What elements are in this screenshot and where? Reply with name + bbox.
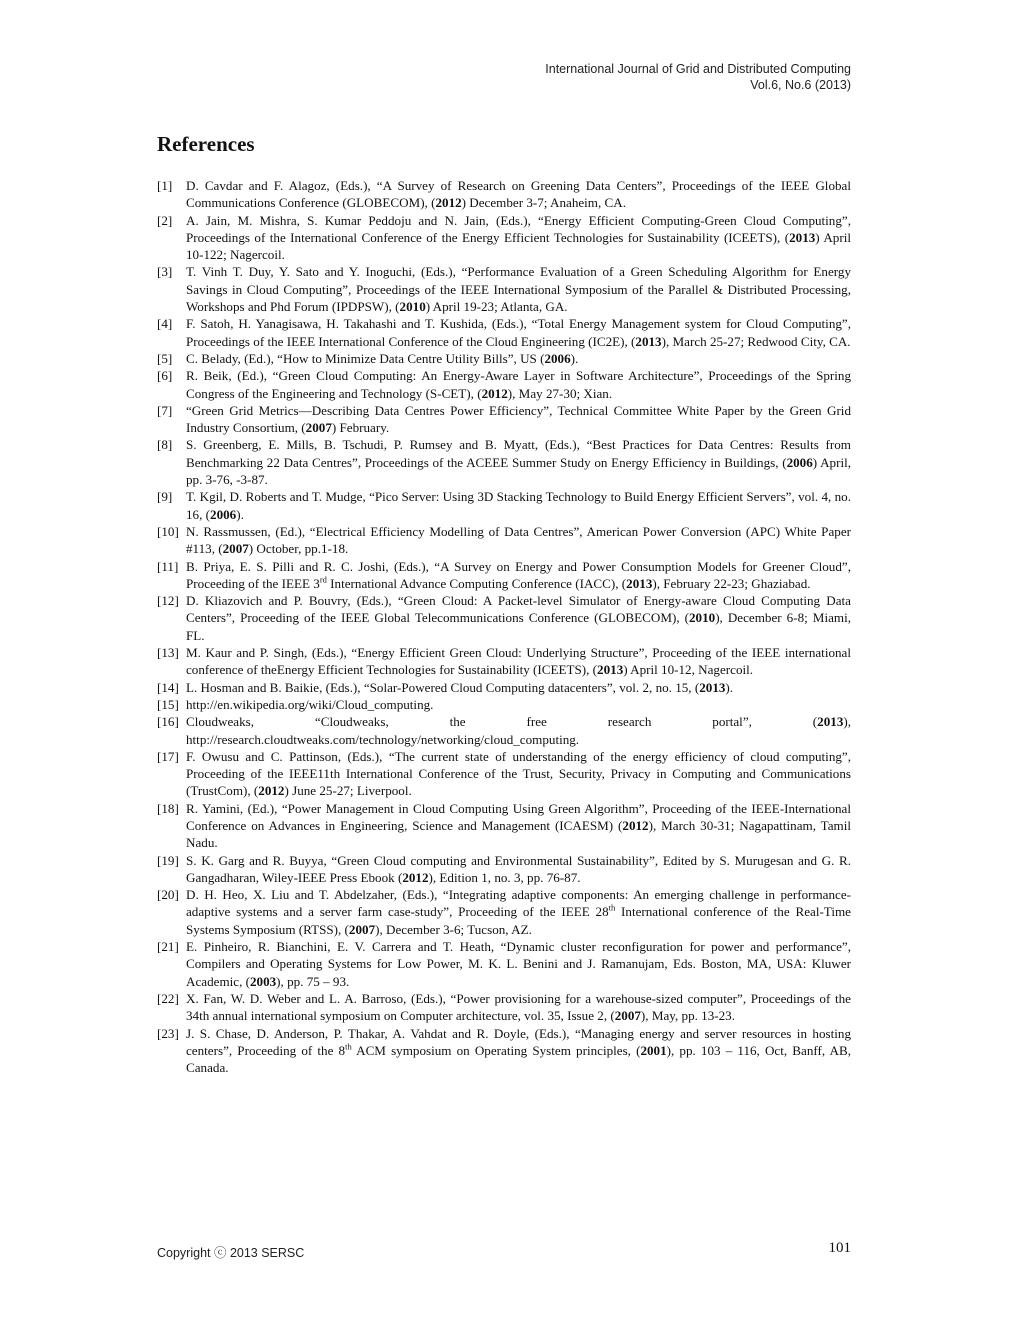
reference-text: [186, 1025, 851, 1077]
reference-year: 2013: [789, 229, 816, 245]
reference-text-segment: F. Owusu and C. Pattinson, (Eds.), “The current state of understanding of the energy efficiency of cloud computing”, Proceeding of the IEEE11th International Conference of the Trust, Security, Privacy in Computing and Communications (TrustCom), (: [186, 748, 851, 799]
reference-year: 2012: [481, 385, 508, 401]
copyright-notice: Copyright ⓒ 2013 SERSC: [157, 1246, 305, 1260]
reference-text: [186, 713, 851, 748]
reference-item: [157, 886, 851, 938]
reference-text-segment: R. Yamini, (Ed.), “Power Management in Cloud Computing Using Green Algorithm”, Proceeding of the IEEE-International Conference on Advances in Engineering, Science and Management (ICAESM) (: [186, 800, 851, 833]
reference-text-segment: ).: [236, 506, 244, 522]
reference-number: [9]: [157, 489, 173, 505]
reference-year: 2012: [402, 869, 429, 885]
reference-item: [157, 644, 851, 679]
reference-item: [157, 436, 851, 488]
reference-item: [157, 713, 851, 748]
reference-number: [1]: [157, 178, 173, 193]
reference-text-segment: ).: [570, 350, 579, 366]
reference-text: [186, 488, 851, 523]
reference-number: [23]: [157, 1025, 179, 1041]
reference-item: [157, 488, 851, 523]
reference-number: [7]: [157, 402, 173, 418]
reference-item: [157, 1025, 851, 1077]
reference-year: 2013: [597, 662, 624, 678]
reference-text-segment: International conference of the Real-Time Systems Symposium (RTSS), (: [186, 904, 851, 937]
reference-text-segment: M. Kaur and P. Singh, (Eds.), “Energy Efficient Green Cloud: Underlying Structure”, Proceeding of the IEEE international conference of theEnergy Efficient Technologies for Sustainability (ICEETS), (: [186, 645, 851, 678]
reference-list: [157, 177, 851, 1076]
reference-item: [157, 350, 851, 367]
reference-text-segment: http://en.wikipedia.org/wiki/Cloud_computing.: [186, 696, 434, 712]
reference-text-segment: ACM symposium on Operating System principles, (: [351, 1042, 641, 1058]
reference-text-segment: ), December 6-8; Miami, FL.: [186, 610, 851, 643]
reference-number: [18]: [157, 800, 179, 816]
reference-text-segment: E. Pinheiro, R. Bianchini, E. V. Carrera and T. Heath, “Dynamic cluster reconfiguration for power and performance”, Compilers and Operating Systems for Low Power, M. K. L. Benini and J. Ramanujam, Eds. Boston, MA, USA: Kluwer Academic, (: [186, 939, 851, 989]
reference-number: [13]: [157, 645, 179, 661]
reference-text-segment: ) April 10-12, Nagercoil.: [623, 662, 754, 678]
ordinal-suffix: th: [608, 903, 616, 914]
reference-text-segment: ), May 27-30; Xian.: [507, 385, 613, 401]
reference-text-segment: R. Beik, (Ed.), “Green Cloud Computing: An Energy-Aware Layer in Software Architecture”, Proceedings of the Spring Congress of the Engineering and Technology (S-CET), (: [186, 368, 851, 401]
reference-number: [2]: [157, 212, 173, 228]
reference-number: [16]: [157, 714, 179, 730]
reference-text-segment: S. K. Garg and R. Buyya, “Green Cloud computing and Environmental Sustainability”, Edited by S. Murugesan and G. R. Gangadharan, Wiley-IEEE Press Ebook (: [186, 852, 851, 885]
reference-text-segment: ), http://research.cloudtweaks.com/technology/networking/cloud_computing.: [186, 714, 851, 747]
reference-year: 2007: [222, 541, 249, 557]
reference-item: [157, 696, 851, 713]
reference-text-segment: D. H. Heo, X. Liu and T. Abdelzaher, (Eds.), “Integrating adaptive components: An emerging challenge in performance-adaptive systems and a server farm case-study”, Proceeding of the IEEE 28: [186, 887, 851, 920]
reference-text-segment: ), Edition 1, no. 3, pp. 76-87.: [428, 869, 581, 885]
reference-text: [186, 800, 851, 852]
reference-text-segment: ) April 10-122; Nagercoil.: [186, 229, 851, 263]
reference-number: [10]: [157, 523, 179, 539]
reference-year: 2007: [348, 921, 376, 937]
reference-item: [157, 523, 851, 558]
reference-text-segment: D. Cavdar and F. Alagoz, (Eds.), “A Survey of Research on Greening Data Centers”, Proceedings of the IEEE Global Communications Conference (GLOBECOM), (: [186, 178, 851, 211]
reference-text: [186, 592, 851, 644]
reference-text-segment: ) December 3-7; Anaheim, CA.: [461, 195, 627, 211]
reference-number: [22]: [157, 990, 179, 1006]
reference-text-segment: F. Satoh, H. Yanagisawa, H. Takahashi and T. Kushida, (Eds.), “Total Energy Management system for Cloud Computing”, Proceedings of the IEEE International Conference of the Cloud Engineering (IC2E), (: [186, 316, 851, 349]
reference-item: [157, 852, 851, 887]
reference-item: [157, 402, 851, 437]
reference-item: [157, 938, 851, 990]
ordinal-suffix: th: [345, 1041, 352, 1052]
reference-text: [186, 938, 851, 990]
reference-text-segment: ), December 3-6; Tucson, AZ.: [375, 921, 532, 937]
reference-text-segment: ), March 25-27; Redwood City, CA.: [661, 333, 851, 349]
reference-number: [6]: [157, 368, 173, 384]
reference-number: [17]: [157, 748, 179, 764]
reference-text-segment: B. Priya, E. S. Pilli and R. C. Joshi, (Eds.), “A Survey on Energy and Power Consumption Models for Greener Cloud”, Proceeding of the IEEE 3: [186, 558, 851, 591]
reference-text-segment: T. Kgil, D. Roberts and T. Mudge, “Pico Server: Using 3D Stacking Technology to Build Energy Efficient Servers”, vol. 4, no. 16, (: [186, 489, 851, 522]
page-number: 101: [828, 1240, 851, 1256]
reference-text-segment: ), pp. 75 – 93.: [276, 973, 350, 989]
reference-text: [186, 212, 851, 264]
reference-year: 2007: [614, 1008, 641, 1024]
reference-item: [157, 315, 851, 350]
reference-text: [186, 558, 851, 593]
reference-text-segment: ) April 19-23; Atlanta, GA.: [425, 299, 568, 315]
reference-year: 2013: [635, 333, 662, 349]
reference-number: [3]: [157, 264, 173, 280]
reference-item: [157, 558, 851, 593]
reference-text: [186, 523, 851, 558]
reference-text: [186, 263, 851, 315]
reference-number: [4]: [157, 316, 173, 332]
reference-text-segment: N. Rassmussen, (Ed.), “Electrical Efficiency Modelling of Data Centres”, American Power Conversion (APC) White Paper #113, (: [186, 523, 851, 557]
reference-item: [157, 212, 851, 264]
reference-text-segment: S. Greenberg, E. Mills, B. Tschudi, P. Rumsey and B. Myatt, (Eds.), “Best Practices for Data Centres: Results from Benchmarking 22 Data Centres”, Proceedings of the ACEEE Summer Study on Energy Efficiency in Buildings, (: [186, 437, 851, 470]
reference-number: [21]: [157, 939, 179, 955]
reference-text: [186, 748, 851, 800]
reference-year: 2001: [640, 1042, 667, 1058]
reference-item: [157, 800, 851, 852]
reference-item: [157, 592, 851, 644]
section-title: References: [157, 132, 255, 156]
reference-text-segment: ) February.: [331, 420, 390, 436]
reference-year: 2006: [544, 350, 571, 366]
reference-text: [186, 644, 851, 679]
reference-item: [157, 177, 851, 212]
reference-year: 2013: [817, 714, 844, 730]
reference-year: 2006: [210, 506, 237, 522]
reference-text-segment: ), pp. 103 – 116, Oct, Banff, AB, Canada.: [186, 1042, 851, 1076]
reference-number: [11]: [157, 558, 179, 574]
reference-year: 2012: [258, 783, 285, 799]
reference-year: 2012: [435, 195, 462, 211]
reference-number: [20]: [157, 887, 179, 903]
reference-text: [186, 315, 851, 350]
journal-volume: Vol.6, No.6 (2013): [750, 78, 851, 92]
reference-number: [14]: [157, 679, 179, 695]
ordinal-suffix: rd: [319, 574, 327, 585]
journal-name: International Journal of Grid and Distributed Computing: [545, 62, 851, 76]
reference-number: [5]: [157, 350, 173, 366]
reference-text-segment: “Green Grid Metrics—Describing Data Centres Power Efficiency”, Technical Committee White Paper by the Green Grid Industry Consortium, (: [186, 402, 851, 436]
reference-text: [186, 367, 851, 402]
reference-text: [186, 679, 851, 696]
reference-text-segment: A. Jain, M. Mishra, S. Kumar Peddoju and N. Jain, (Eds.), “Energy Efficient Computing-Green Cloud Computing”, Proceedings of the International Conference of the Energy Efficient Technologies for Sustainability (ICEETS), (: [186, 212, 851, 245]
reference-number: [19]: [157, 852, 179, 868]
reference-year: 2010: [399, 299, 426, 315]
reference-text-segment: Cloudweaks, “Cloudweaks, the free research portal”, (: [186, 714, 818, 730]
reference-item: [157, 679, 851, 696]
reference-text: [186, 696, 851, 713]
reference-text-segment: ), February 22-23; Ghaziabad.: [652, 575, 811, 591]
reference-text-segment: ) April, pp. 3-76, -3-87.: [186, 454, 852, 488]
reference-year: 2010: [689, 610, 716, 626]
reference-item: [157, 990, 851, 1025]
reference-text-segment: D. Kliazovich and P. Bouvry, (Eds.), “Green Cloud: A Packet-level Simulator of Energy-aware Cloud Computing Data Centers”, Proceeding of the IEEE Global Telecommunications Conference (GLOBECOM), (: [186, 593, 851, 626]
reference-year: 2013: [626, 575, 653, 591]
reference-year: 2006: [786, 454, 813, 470]
reference-text-segment: C. Belady, (Ed.), “How to Minimize Data Centre Utility Bills”, US (: [186, 350, 545, 366]
reference-text-segment: ) June 25-27; Liverpool.: [284, 783, 412, 799]
reference-text-segment: International Advance Computing Conference (IACC), (: [326, 575, 627, 591]
reference-text-segment: ), May, pp. 13-23.: [640, 1008, 735, 1024]
reference-year: 2012: [622, 817, 649, 833]
reference-text-segment: L. Hosman and B. Baikie, (Eds.), “Solar-Powered Cloud Computing datacenters”, vol. 2, no. 15, (: [186, 679, 700, 695]
reference-text-segment: ), March 30-31; Nagapattinam, Tamil Nadu.: [186, 817, 851, 851]
running-header: [545, 61, 851, 93]
reference-item: [157, 367, 851, 402]
reference-text-segment: T. Vinh T. Duy, Y. Sato and Y. Inoguchi, (Eds.), “Performance Evaluation of a Green Scheduling Algorithm for Energy Savings in Cloud Computing”, Proceedings of the IEEE International Symposium of the Parallel & Distributed Processing, Workshops and Phd Forum (IPDPSW), (: [186, 264, 851, 315]
reference-text-segment: J. S. Chase, D. Anderson, P. Thakar, A. Vahdat and R. Doyle, (Eds.), “Managing energy and server resources in hosting centers”, Proceeding of the 8: [186, 1025, 851, 1058]
reference-text: [186, 990, 851, 1025]
reference-year: 2007: [305, 420, 332, 436]
reference-text: [186, 852, 851, 887]
reference-year: 2003: [249, 973, 277, 989]
reference-number: [12]: [157, 593, 179, 609]
reference-text-segment: ).: [725, 679, 734, 695]
reference-item: [157, 263, 851, 315]
reference-year: 2013: [699, 679, 726, 695]
reference-text: [186, 350, 851, 367]
reference-text-segment: ) October, pp.1-18.: [248, 541, 349, 557]
reference-item: [157, 748, 851, 800]
reference-number: [15]: [157, 696, 179, 712]
reference-text: [186, 177, 851, 212]
reference-text: [186, 402, 851, 437]
reference-number: [8]: [157, 437, 173, 453]
reference-text: [186, 436, 851, 488]
reference-text: [186, 886, 851, 938]
reference-text-segment: X. Fan, W. D. Weber and L. A. Barroso, (Eds.), “Power provisioning for a warehouse-sized computer”, Proceedings of the 34th annual international symposium on Computer architecture, vol. 35, Issue 2, (: [186, 990, 851, 1024]
